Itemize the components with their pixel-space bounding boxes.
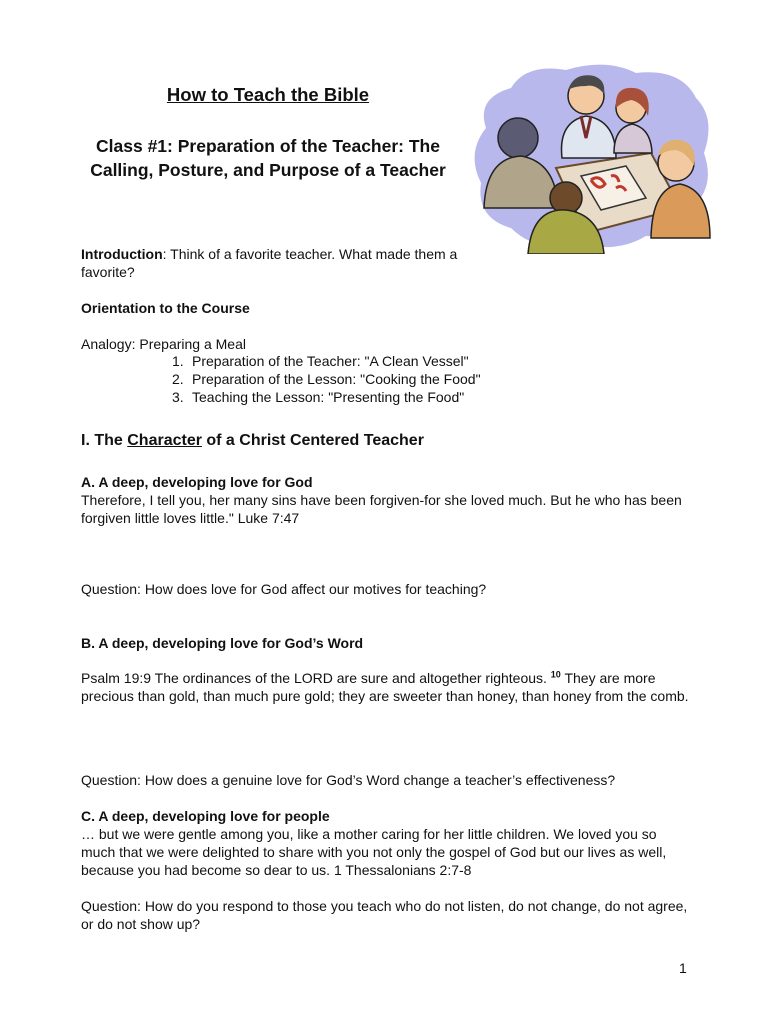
list-item: 1. Preparation of the Teacher: "A Clean Vessel" <box>172 353 469 369</box>
subheading-love-for-god: A. A deep, developing love for God <box>81 474 313 490</box>
question-love-for-god: Question: How does love for God affect our motives for teaching? <box>81 581 487 597</box>
introduction-label: Introduction <box>81 246 163 262</box>
subheading-love-for-people: C. A deep, developing love for people <box>81 808 330 824</box>
document-title: How to Teach the Bible <box>166 84 370 105</box>
orientation-heading: Orientation to the Course <box>81 300 250 316</box>
bible-study-group-clipart <box>466 58 716 254</box>
list-item: 2. Preparation of the Lesson: "Cooking the Food" <box>172 371 481 387</box>
question-love-for-word: Question: How does a genuine love for God’s Word change a teacher’s effectiveness? <box>81 772 616 788</box>
section-heading-character: I. The Character of a Christ Centered Teacher <box>81 432 424 449</box>
scripture-luke: Therefore, I tell you, her many sins have been forgiven-for she loved much. But he who has been forgiven little loves little." Luke 7:47 <box>81 492 682 526</box>
introduction-text: : Think of a favorite teacher. What made them a favorite? <box>81 246 458 280</box>
analogy-line: Analogy: Preparing a Meal <box>81 336 246 352</box>
question-love-for-people: Question: How do you respond to those you teach who do not listen, do not change, do not agree, or do not show up? <box>81 898 688 932</box>
introduction <box>81 245 461 281</box>
subheading-love-for-word: B. A deep, developing love for God’s Word <box>81 635 364 651</box>
verse-number: 10 <box>550 669 561 680</box>
list-item: 3. Teaching the Lesson: "Presenting the Food" <box>172 389 465 405</box>
scripture-thessalonians: … but we were gentle among you, like a mother caring for her little children. We loved you so much that we were delighted to share with you not only the gospel of God but our lives as well, because you had become so dear to us. 1 Thessalonians 2:7-8 <box>81 826 667 878</box>
page-number: 1 <box>679 960 687 976</box>
analogy-steps-list <box>172 352 481 406</box>
scripture-psalm: Psalm 19:9 The ordinances of the LORD are sure and altogether righteous. $^{10}$ They are more precious than gold, than much pure gold; they are sweeter than honey, than honey from the comb. <box>81 669 689 704</box>
class-title: Class #1: Preparation of the Teacher: The Calling, Posture, and Purpose of a Teacher <box>90 136 446 180</box>
